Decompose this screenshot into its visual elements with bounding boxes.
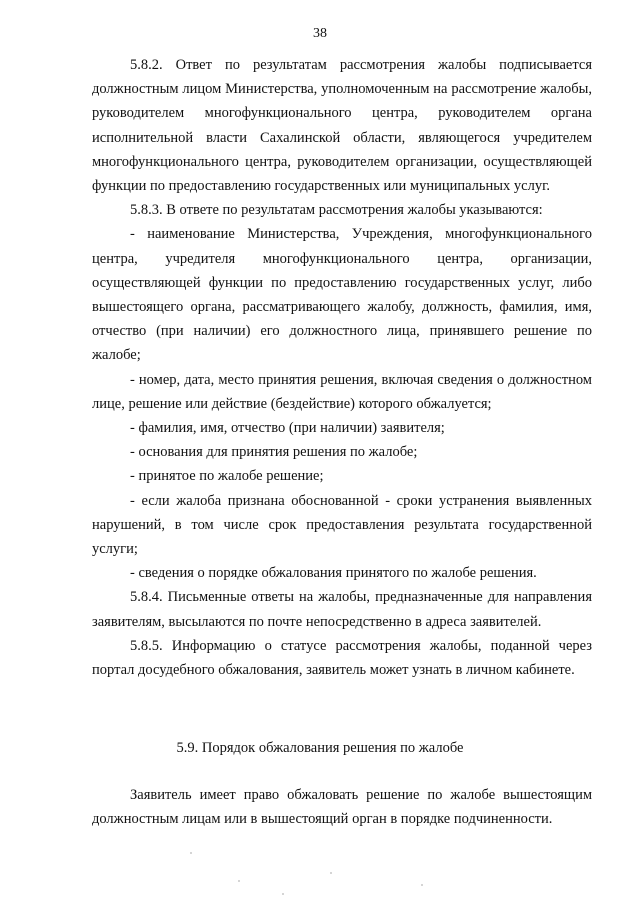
page-number: 38 (313, 26, 327, 41)
final-paragraph-block (92, 783, 592, 831)
paragraph-5-8-5: 5.8.5. Информацию о статусе рассмотрения жалобы, поданной через портал досудебного обжалования, заявитель может узнать в личном кабинете. (92, 637, 592, 679)
paragraph-5-8-2: 5.8.2. Ответ по результатам рассмотрения жалобы подписывается должностным лицом Министерства, уполномоченным на рассмотрение жалобы, руководителем многофункционального центра, руководителем органа исполнительной власти Сахалинской области, являющегося учредителем многофункционального центра, руководителем организации, осуществляющей функции по предоставлению государственных или муниципальных услуг. (92, 57, 592, 195)
section-heading: 5.9. Порядок обжалования решения по жалобе (176, 740, 464, 756)
list-item-name: - наименование Министерства, Учреждения, многофункционального центра, учредителя многофункционального центра, организации, осуществляющей функции по предоставлению государственных услуг, либо вышестоящего органа, рассматривающего жалобу, должность, фамилия, имя, отчество (при наличии) его должностного лица, принявшего решение по жалобе; (92, 226, 592, 364)
scan-speck (282, 893, 284, 895)
paragraph-5-8-3: 5.8.3. В ответе по результатам рассмотрения жалобы указываются: (130, 202, 543, 219)
list-item-decision: - принятое по жалобе решение; (130, 468, 324, 485)
final-paragraph: Заявитель имеет право обжаловать решение по жалобе вышестоящим должностным лицам или в вышестоящий орган в порядке подчиненности. (92, 787, 592, 828)
scan-speck (421, 884, 423, 886)
scan-speck (238, 880, 240, 882)
list-item-appeal-procedure: - сведения о порядке обжалования принятого по жалобе решения. (130, 565, 537, 582)
body-text (92, 53, 592, 682)
paragraph-5-8-4: 5.8.4. Письменные ответы на жалобы, предназначенные для направления заявителям, высылаются по почте непосредственно в адреса заявителей. (92, 589, 592, 630)
scan-speck (190, 852, 192, 854)
list-item-applicant-name: - фамилия, имя, отчество (при наличии) заявителя; (130, 420, 445, 437)
scan-speck (330, 872, 332, 874)
list-item-grounds: - основания для принятия решения по жалобе; (130, 444, 418, 461)
list-item-number-date: - номер, дата, место принятия решения, включая сведения о должностном лице, решение или действие (бездействие) которого обжалуется; (92, 371, 592, 412)
list-item-terms: - если жалоба признана обоснованной - сроки устранения выявленных нарушений, в том числе срок предоставления результата государственной услуги; (92, 492, 592, 558)
